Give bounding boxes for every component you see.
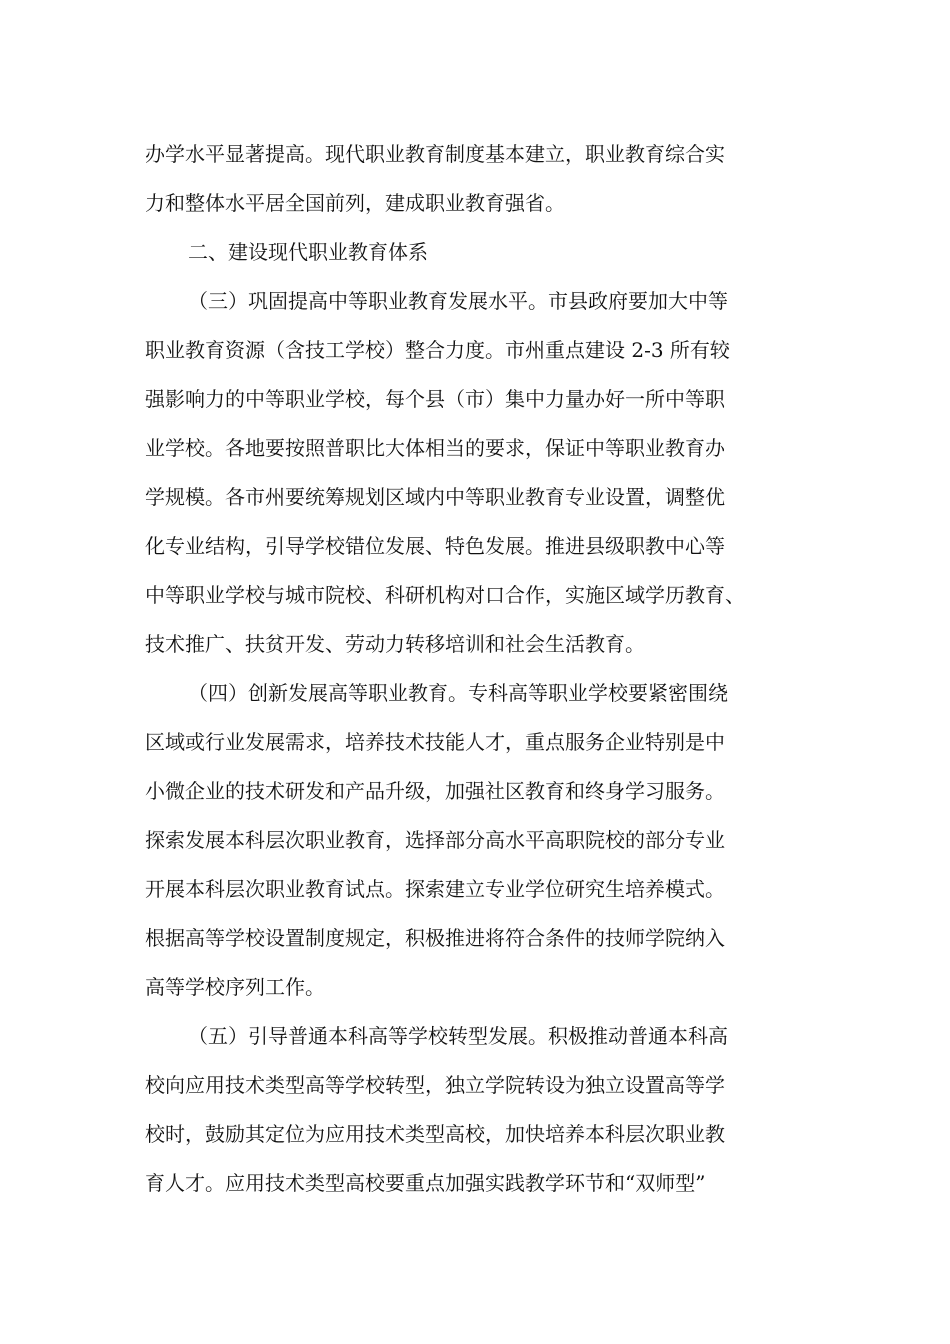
paragraph-first-line: （三）巩固提高中等职业教育发展水平。市县政府要加大中等 bbox=[188, 289, 728, 313]
text-line: 小微企业的技术研发和产品升级，加强社区教育和终身学习服务。 bbox=[145, 779, 725, 803]
paragraph-first-line: （五）引导普通本科高等学校转型发展。积极推动普通本科高 bbox=[188, 1024, 728, 1048]
text-line: 高等学校序列工作。 bbox=[145, 975, 325, 999]
text-line: 中等职业学校与城市院校、科研机构对口合作，实施区域学历教育、 bbox=[145, 583, 745, 607]
text-line: 校时，鼓励其定位为应用技术类型高校，加快培养本科层次职业教 bbox=[145, 1122, 725, 1146]
text-line: 业学校。各地要按照普职比大体相当的要求，保证中等职业教育办 bbox=[145, 436, 725, 460]
text-line: 职业教育资源（含技工学校）整合力度。市州重点建设 2-3 所有较 bbox=[145, 338, 730, 362]
text-line: 探索发展本科层次职业教育，选择部分高水平高职院校的部分专业 bbox=[145, 828, 725, 852]
document-body bbox=[145, 130, 815, 1208]
text-line: 根据高等学校设置制度规定，积极推进将符合条件的技师学院纳入 bbox=[145, 926, 725, 950]
text-line: 强影响力的中等职业学校，每个县（市）集中力量办好一所中等职 bbox=[145, 387, 725, 411]
text-line: 化专业结构，引导学校错位发展、特色发展。推进县级职教中心等 bbox=[145, 534, 725, 558]
text-line: 校向应用技术类型高等学校转型，独立学院转设为独立设置高等学 bbox=[145, 1073, 725, 1097]
text-line: 区域或行业发展需求，培养技术技能人才，重点服务企业特别是中 bbox=[145, 730, 725, 754]
text-line: 育人才。应用技术类型高校要重点加强实践教学环节和“双师型” bbox=[145, 1171, 706, 1195]
paragraph-first-line: 二、建设现代职业教育体系 bbox=[188, 240, 428, 264]
paragraph-first-line: （四）创新发展高等职业教育。专科高等职业学校要紧密围绕 bbox=[188, 681, 728, 705]
text-line: 开展本科层次职业教育试点。探索建立专业学位研究生培养模式。 bbox=[145, 877, 725, 901]
text-line: 办学水平显著提高。现代职业教育制度基本建立，职业教育综合实 bbox=[145, 142, 725, 166]
text-line: 力和整体水平居全国前列，建成职业教育强省。 bbox=[145, 191, 565, 215]
text-line: 技术推广、扶贫开发、劳动力转移培训和社会生活教育。 bbox=[145, 632, 645, 656]
text-line: 学规模。各市州要统筹规划区域内中等职业教育专业设置，调整优 bbox=[145, 485, 725, 509]
